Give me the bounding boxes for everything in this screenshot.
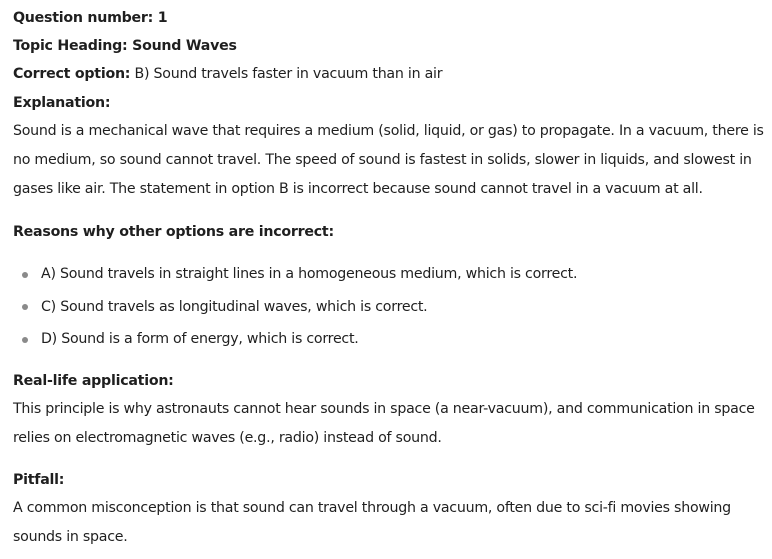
correct-option-label: Correct option: xyxy=(13,66,131,82)
correct-option-value: B) Sound travels faster in vacuum than in air xyxy=(130,66,443,82)
explanation-text: Sound is a mechanical wave that requires a medium (solid, liquid, or gas) to propagate. In a vacuum, there is no medium, so sound cannot travel. The speed of sound is fastest in solids, slower in liquids, and slowest in gases like air. The statement in option B is incorrect because sound cannot travel in a vacuum at all. xyxy=(13,123,764,197)
bullet-icon xyxy=(22,272,28,278)
bullet-icon xyxy=(22,337,28,343)
list-item xyxy=(13,291,577,324)
reason-text: C) Sound travels as longitudinal waves, which is correct. xyxy=(41,298,428,315)
real-life-text: This principle is why astronauts cannot hear sounds in space (a near-vacuum), and communication in space relies on electromagnetic waves (e.g., radio) instead of sound. xyxy=(13,401,755,446)
topic-heading: Topic Heading: Sound Waves xyxy=(13,38,237,54)
reasons-heading: Reasons why other options are incorrect: xyxy=(13,224,334,240)
real-life-heading: Real-life application: xyxy=(13,373,174,389)
list-item xyxy=(13,258,577,291)
list-item xyxy=(13,323,577,356)
bullet-icon xyxy=(22,304,28,310)
reason-text: A) Sound travels in straight lines in a homogeneous medium, which is correct. xyxy=(41,266,578,282)
pitfall-heading: Pitfall: xyxy=(13,472,65,488)
reason-text: D) Sound is a form of energy, which is correct. xyxy=(41,331,359,347)
explanation-heading: Explanation: xyxy=(13,95,111,111)
question-number: Question number: 1 xyxy=(13,10,168,26)
correct-option xyxy=(13,64,442,84)
pitfall-text: A common misconception is that sound can travel through a vacuum, often due to sci-fi movies showing sounds in space. xyxy=(13,500,731,545)
reasons-list xyxy=(13,258,577,356)
